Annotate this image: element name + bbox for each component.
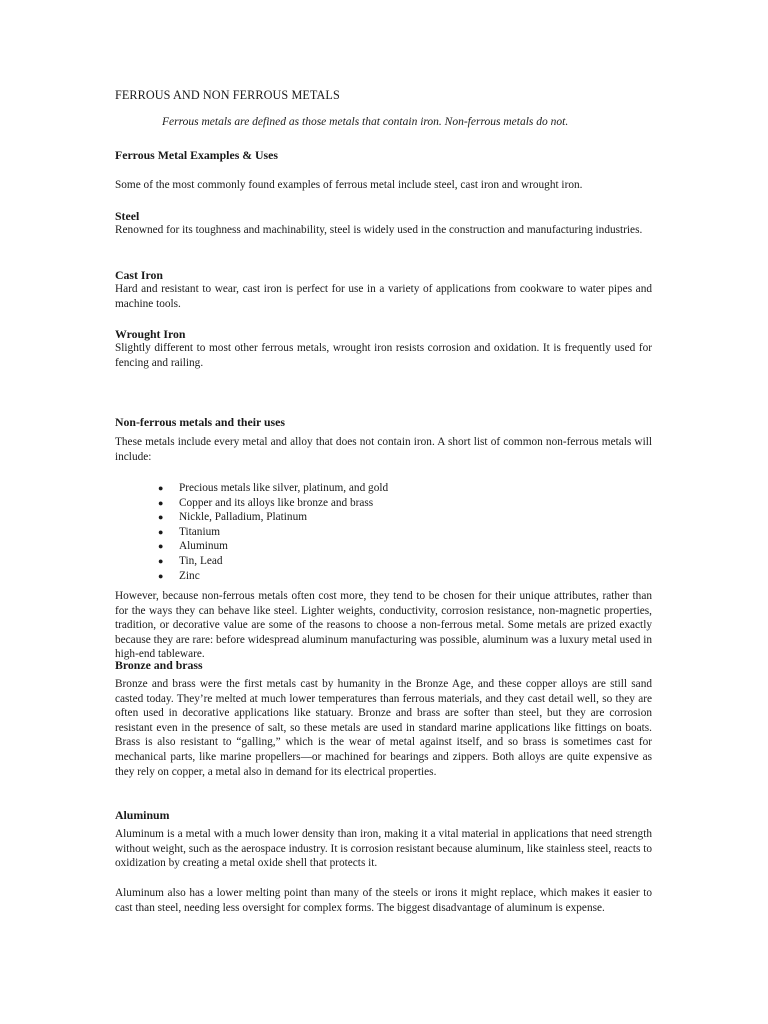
- list-item: ● Copper and its alloys like bronze and brass: [158, 496, 374, 509]
- steel-text: Renowned for its toughness and machinability, steel is widely used in the construction and manufacturing industries.: [115, 224, 643, 236]
- bronze-text: Bronze and brass were the first metals cast by humanity in the Bronze Age, and these copper alloys are still sand casted today. They’re melted at much lower temperatures than ferrous materials, and they cast detail well, so they are often used in decorative applications like statuary. Bronze and brass are softer than steel, but they are corrosion resistant even in the presence of salt, so these metals are used in standard marine applications like fittings on boats. Brass is also resistant to “galling,” which is the wear of metal against itself, and so brass is sometimes cast for mechanical parts, like marine propellers—or machined for bearings and zippers. Both alloys are quite expensive as they rely on copper, a metal also in demand for its electrical properties.: [115, 678, 652, 778]
- steel-heading: Steel: [115, 209, 140, 223]
- bullet-icon: ●: [158, 541, 164, 552]
- document-title: FERROUS AND NON FERROUS METALS: [115, 88, 340, 102]
- ferrous-heading: Ferrous Metal Examples & Uses: [115, 148, 278, 162]
- nonferrous-list: [115, 481, 652, 583]
- intro-text: Ferrous metals are defined as those metals that contain iron. Non-ferrous metals do not.: [162, 116, 569, 128]
- ferrous-lead: Some of the most commonly found examples of ferrous metal include steel, cast iron and wrought iron.: [115, 179, 583, 191]
- aluminum-heading: Aluminum: [115, 808, 170, 822]
- nonferrous-after-text: However, because non-ferrous metals often cost more, they tend to be chosen for their unique attributes, rather than for the ways they can behave like steel. Lighter weights, conductivity, corrosion resistance, non-magnetic properties, tradition, or decorative value are some of the reasons to choose a non-ferrous metal. Some metals are prized exactly because they are rare: before widespread aluminum manufacturing was possible, aluminum was a luxury metal used in high-end tableware.: [115, 590, 652, 661]
- list-item: ● Precious metals like silver, platinum, and gold: [158, 482, 389, 494]
- list-item: ● Aluminum: [158, 540, 228, 553]
- bullet-icon: ●: [158, 483, 164, 493]
- wrought-iron-heading: Wrought Iron: [115, 327, 186, 341]
- bullet-icon: ●: [158, 555, 164, 566]
- aluminum-text-2: Aluminum also has a lower melting point than many of the steels or irons it might replace, which makes it easier to cast than steel, needing less oversight for complex forms. The biggest disadvantage of aluminum is expense.: [115, 887, 652, 914]
- wrought-iron-text: Slightly different to most other ferrous metals, wrought iron resists corrosion and oxidation. It is frequently used for fencing and railing.: [115, 342, 652, 369]
- bronze-heading: Bronze and brass: [115, 658, 203, 672]
- cast-iron-text: Hard and resistant to wear, cast iron is perfect for use in a variety of applications from cookware to water pipes and machine tools.: [115, 283, 652, 310]
- list-item: ● Nickle, Palladium, Platinum: [158, 511, 308, 524]
- list-item: ● Tin, Lead: [158, 554, 223, 567]
- list-item: ● Zinc: [158, 569, 200, 582]
- bullet-icon: ●: [158, 526, 164, 537]
- bullet-icon: ●: [158, 512, 164, 523]
- cast-iron-heading: Cast Iron: [115, 268, 163, 282]
- nonferrous-heading: Non-ferrous metals and their uses: [115, 415, 285, 429]
- bullet-icon: ●: [158, 497, 164, 508]
- aluminum-text-1: Aluminum is a metal with a much lower density than iron, making it a vital material in applications that need strength without weight, such as the aerospace industry. It is corrosion resistant because aluminum, like stainless steel, reacts to oxidization by creating a metal oxide shell that protects it.: [115, 828, 652, 870]
- bullet-icon: ●: [158, 570, 164, 581]
- list-item: ● Titanium: [158, 525, 221, 538]
- nonferrous-lead: These metals include every metal and alloy that does not contain iron. A short list of common non-ferrous metals will include:: [115, 436, 652, 463]
